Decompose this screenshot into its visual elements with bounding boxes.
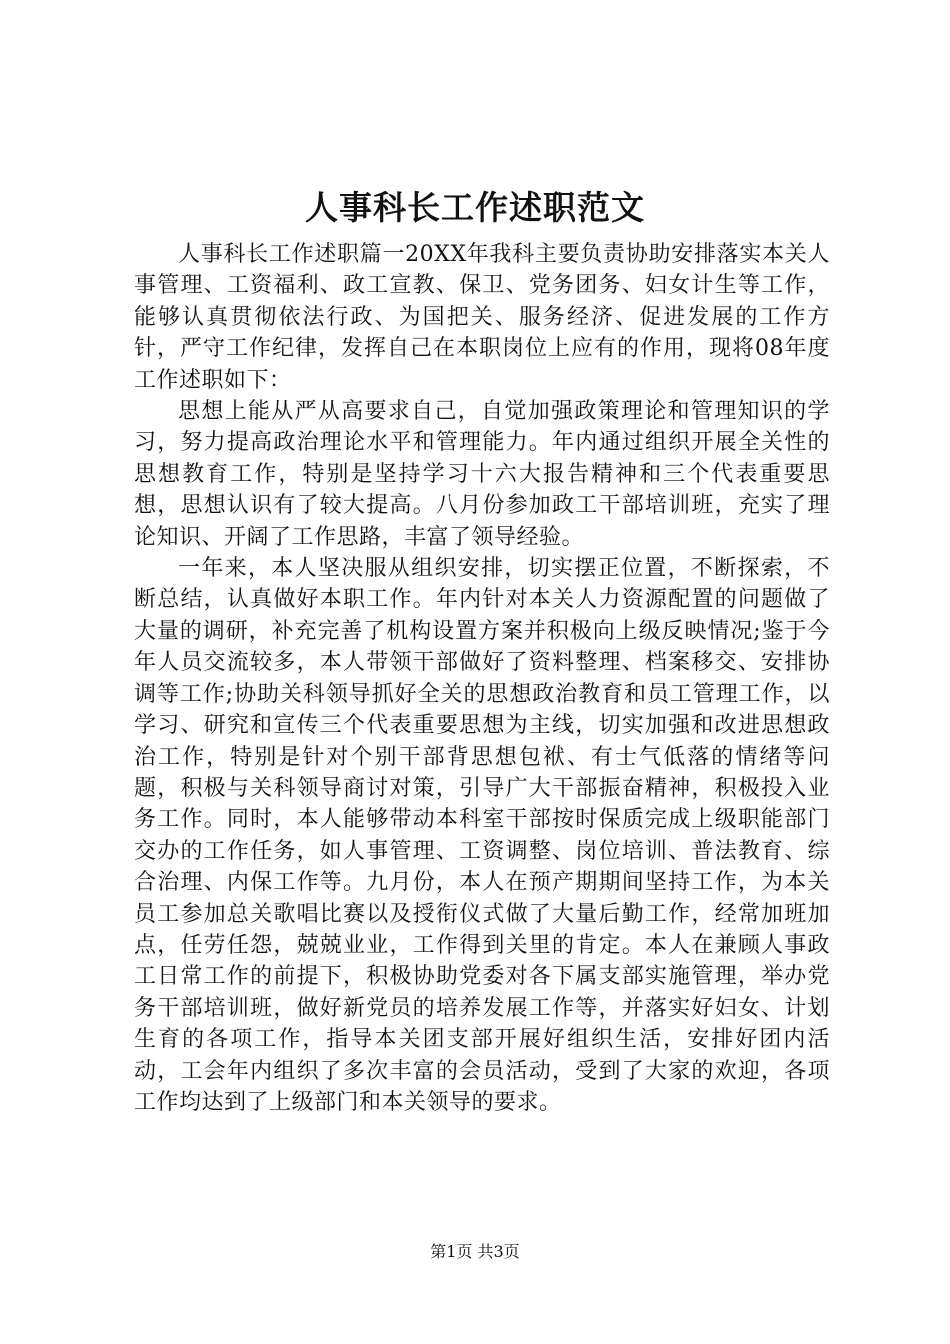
document-body xyxy=(134,239,830,1118)
page-number-footer: 第1页 共3页 xyxy=(430,1242,520,1261)
paragraph-work-summary: 一年来，本人坚决服从组织安排，切实摆正位置，不断探索，不断总结，认真做好本职工作。年内针对本关人力资源配置的问题做了大量的调研，补充完善了机构设置方案并积极向上级反映情况;鉴于今年人员交流较多，本人带领干部做好了资料整理、档案移交、安排协调等工作;协助关科领导抓好全关的思想政治教育和员工管理工作，以学习、研究和宣传三个代表重要思想为主线，切实加强和改进思想政治工作，特别是针对个别干部背思想包袱、有士气低落的情绪等问题，积极与关科领导商讨对策，引导广大干部振奋精神，积极投入业务工作。同时，本人能够带动本科室干部按时保质完成上级职能部门交办的工作任务，如人事管理、工资调整、岗位培训、普法教育、综合治理、内保工作等。九月份，本人在预产期期间坚持工作，为本关员工参加总关歌唱比赛以及授衔仪式做了大量后勤工作，经常加班加点，任劳任怨，兢兢业业，工作得到关里的肯定。本人在兼顾人事政工日常工作的前提下，积极协助党委对各下属支部实施管理，举办党务干部培训班，做好新党员的培养发展工作等，并落实好妇女、计划生育的各项工作，指导本关团支部开展好组织生活，安排好团内活动，工会年内组织了多次丰富的会员活动，受到了大家的欢迎，各项工作均达到了上级部门和本关领导的要求。 xyxy=(134,556,830,1115)
document-title: 人事科长工作述职范文 xyxy=(305,188,645,227)
paragraph-intro: 人事科长工作述职篇一20XX年我科主要负责协助安排落实本关人事管理、工资福利、政工宣教、保卫、党务团务、妇女计生等工作，能够认真贯彻依法行政、为国把关、服务经济、促进发展的工作方针，严守工作纪律，发挥自己在本职岗位上应有的作用，现将08年度工作述职如下： xyxy=(134,242,830,393)
paragraph-ideology: 思想上能从严从高要求自己，自觉加强政策理论和管理知识的学习，努力提高政治理论水平和管理能力。年内通过组织开展全关性的思想教育工作，特别是坚持学习十六大报告精神和三个代表重要思想，思想认识有了较大提高。八月份参加政工干部培训班，充实了理论知识、开阔了工作思路，丰富了领导经验。 xyxy=(134,399,830,550)
